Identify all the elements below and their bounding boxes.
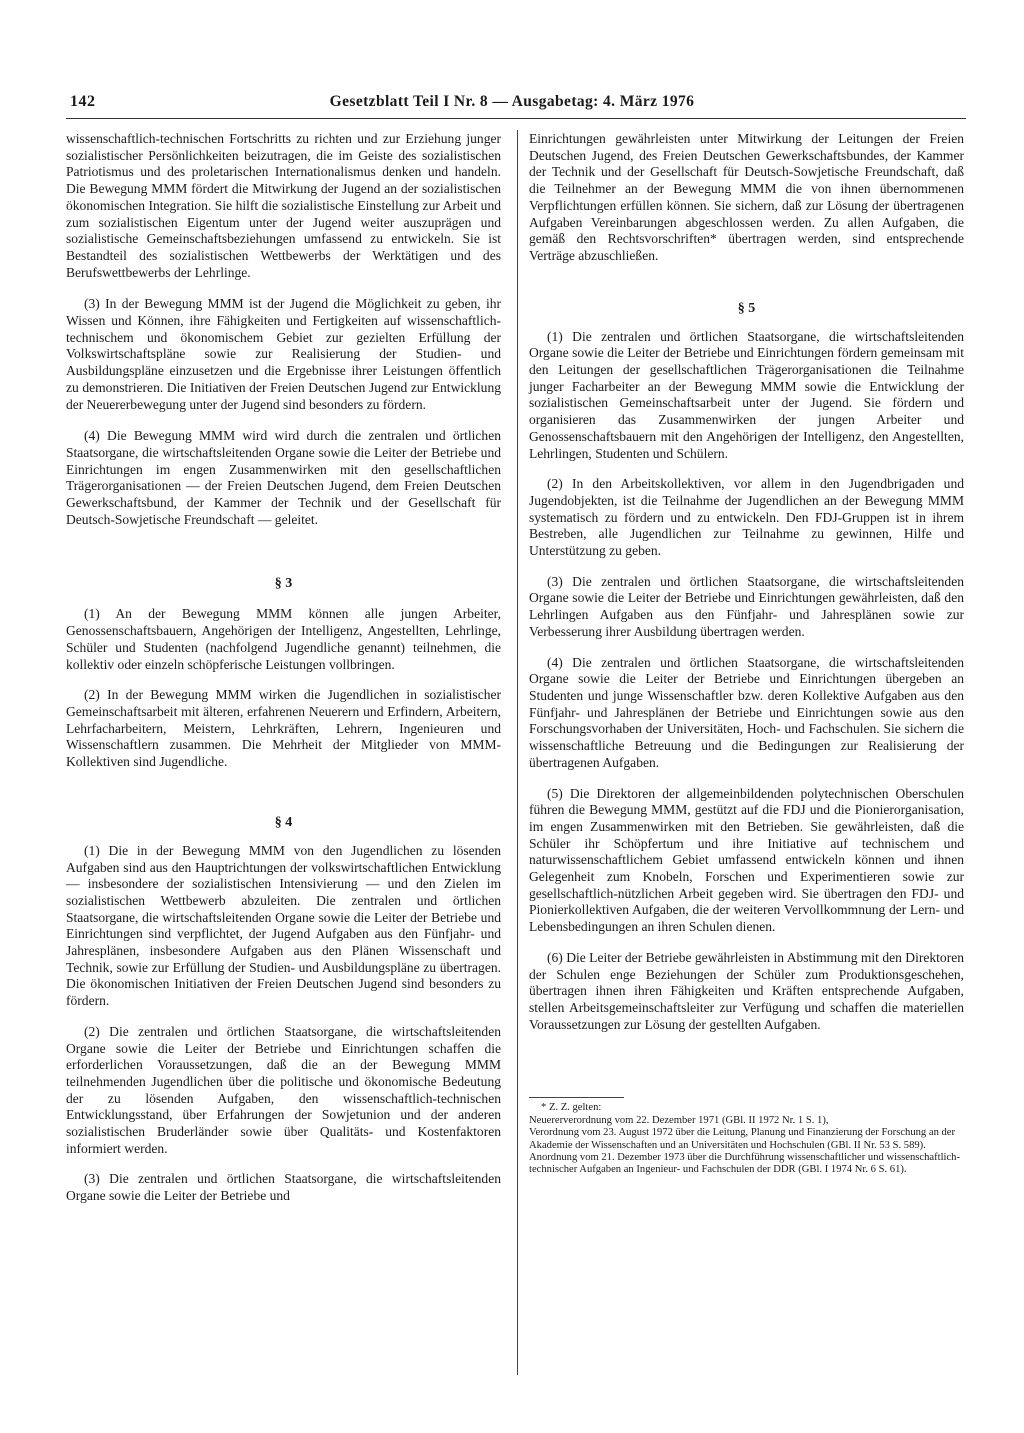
footnote-2: Verordnung vom 23. August 1972 über die Leitung, Planung und Finanzierung der Forschung an der Akademie der Wissenschaften und an Universitäten und Hochschulen (GBl. II Nr. 53 S. 589). (529, 1127, 956, 1151)
section-heading-4: § 4 (274, 814, 293, 830)
column-divider (517, 130, 518, 1375)
section-heading-5: § 5 (737, 300, 756, 316)
footnote-rule (529, 1097, 624, 1098)
paragraph-5-5: (5) Die Direktoren der allgemeinbildenden polytechnischen Oberschulen führen die Bewegung MMM, gestützt auf die FDJ und die Pionierorganisation, im engen Zusammenwirken mit den Betrieben. Sie gewährleisten, daß die Schüler ihr Schöpfertum und ihre Initiative auf technischem und naturwissenschaftlichem Gebiet umfassend entwickeln können und ihnen Gelegenheit zum Knobeln, Forschen und Experimentieren sowie zur gesellschaftlich-nützlichen Arbeit gegeben wird. Sie übertragen den FDJ- und Pionierkollektiven Aufgaben, die der weiteren Vervollkommnung der Lern- und Lebensbedingungen an ihren Schulen dienen. (529, 785, 964, 935)
paragraph-2-4: (4) Die Bewegung MMM wird wird durch die zentralen und örtlichen Staatsorgane, die wirtschaftsleitenden Organe sowie die Leiter der Betriebe und Einrichtungen im engen Zusammenwirken mit den gesellschaftlichen Trägerorganisationen — der Freien Deutschen Jugend, dem Freien Deutschen Gewerkschaftsbund, der Kammer der Technik und der Gesellschaft für Deutsch-Sowjetische Freundschaft — geleitet. (66, 428, 501, 527)
right-column (529, 131, 964, 1177)
paragraph-4-3-continued: Einrichtungen gewährleisten unter Mitwirkung der Leitungen der Freien Deutschen Jugend, des Freien Deutschen Gewerkschaftsbundes, der Kammer der Technik und der Gesellschaft für Deutsch-Sowjetische Freundschaft, daß die Teilnehmer an der Bewegung MMM die von ihnen übernommenen Verpflichtungen erfüllen können. Sie sichern, daß zur Lösung der übertragenen Aufgaben Vereinbarungen abgeschlossen werden. Zu allen Aufgaben, die gemäß den Rechtsvorschriften* übertragen werden, sind entsprechende Verträge abzuschließen. (529, 131, 964, 263)
paragraph-5-2: (2) In den Arbeitskollektiven, vor allem in den Jugendbrigaden und Jugendobjekten, ist die Teilnahme der Jugendlichen an der Bewegung MMM systematisch zu fördern und zu entwickeln. Den FDJ-Gruppen ist in ihrem Bestreben, alle Jugendlichen zur Teilnahme zu gewinnen, Hilfe und Unterstützung zu geben. (529, 476, 964, 559)
footnote-1: Neuererverordnung vom 22. Dezember 1971 (GBl. II 1972 Nr. 1 S. 1), (529, 1114, 829, 1126)
paragraph-3-2: (2) In der Bewegung MMM wirken die Jugendlichen in sozialistischer Gemeinschaftsarbeit mit älteren, erfahrenen Neuerern und Erfindern, Arbeitern, Lehrfacharbeitern, Meistern, Lehrkräften, Lehrern, Ingenieuren und Wissenschaftlern zusammen. Die Mehrheit der Mitglieder von MMM-Kollektiven sind Jugendliche. (66, 687, 501, 770)
paragraph-5-4: (4) Die zentralen und örtlichen Staatsorgane, die wirtschaftsleitenden Organe sowie die Leiter der Betriebe und Einrichtungen übergeben an Studenten und junge Wissenschaftler bzw. deren Kollektive Aufgaben aus den Fünfjahr- und Jahresplänen der Betriebe und Einrichtungen sowie aus den Forschungsvorhaben der Universitäten, Hoch- und Fachschulen. Sie sichern die wissenschaftliche Betreuung und die Bedingungen zur Realisierung der übertragenen Aufgaben. (529, 654, 964, 770)
page-number: 142 (70, 93, 96, 110)
left-column (66, 131, 501, 1205)
footnote-3: Anordnung vom 21. Dezember 1973 über die Durchführung wissenschaftlicher und wissenschaftlich-technischer Aufgaben an Ingenieur- und Fachschulen der DDR (GBl. I 1974 Nr. 6 S. 61). (529, 1151, 960, 1176)
paragraph-3-1: (1) An der Bewegung MMM können alle jungen Arbeiter, Genossenschaftsbauern, Angehörigen der Intelligenz, Angestellten, Lehrlinge, Schüler und Studenten (nachfolgend Jugendliche genannt) teilnehmen, die kollektiv oder einzeln schöpferische Leistungen vollbringen. (66, 606, 501, 672)
paragraph-5-3: (3) Die zentralen und örtlichen Staatsorgane, die wirtschaftsleitenden Organe sowie die Leiter der Betriebe und Einrichtungen gewährleisten, daß den Lehrlingen Aufgaben aus den Fünfjahr- und Jahresplänen sowie zur Verbesserung ihrer Ausbildung übertragen werden. (529, 573, 964, 639)
paragraph-4-1: (1) Die in der Bewegung MMM von den Jugendlichen zu lösenden Aufgaben sind aus den Hauptrichtungen der volkswirtschaftlichen Entwicklung — insbesondere der sozialistischen Intensivierung — und den Zielen im sozialistischen Wettbewerb abzuleiten. Die zentralen und örtlichen Staatsorgane, die wirtschaftsleitenden Organe sowie die Leiter der Betriebe und Einrichtungen sind verpflichtet, der Jugend Aufgaben aus den Fünfjahr- und Jahresplänen, insbesondere Aufgaben aus den Plänen Wissenschaft und Technik, sowie zur Erfüllung der Studien- und Ausbildungspläne zu übertragen. Die ökonomischen Initiativen der Freien Deutschen Jugend sind besonders zu fördern. (66, 842, 501, 1009)
paragraph-continued: wissenschaftlich-technischen Fortschritts zu richten und zur Erziehung junger sozialistischer Persönlichkeiten beizutragen, die im Geiste des sozialistischen Patriotismus und des proletarischen Internationalismus denken und handeln. Die Bewegung MMM fördert die Mitwirkung der Jugend an der sozialistischen ökonomischen Integration. Sie hilft die sozialistische Einstellung zur Arbeit und zum sozialistischen Eigentum unter der Jugend weiter auszuprägen und sozialistische Gemeinschaftsbeziehungen umfassend zu entwickeln. Sie ist Bestandteil des sozialistischen Wettbewerbs der Werktätigen und des Berufswettbewerbs der Lehrlinge. (66, 131, 501, 280)
footnotes (529, 1097, 964, 1176)
paragraph-4-2: (2) Die zentralen und örtlichen Staatsorgane, die wirtschaftsleitenden Organe sowie die Leiter der Betriebe und Einrichtungen schaffen die erforderlichen Voraussetzungen, daß die an der Bewegung MMM teilnehmenden Jugendlichen über die politische und ökonomische Bedeutung der zu lösenden Aufgaben, den wissenschaftlich-technischen Entwicklungsstand, über Erfahrungen der Sowjetunion und der anderen sozialistischen Bruderländer sowie über Qualitäts- und Kostenfaktoren informiert werden. (66, 1023, 501, 1156)
paragraph-4-3: (3) Die zentralen und örtlichen Staatsorgane, die wirtschaftsleitenden Organe sowie die Leiter der Betriebe und (66, 1171, 501, 1204)
footnote-title: * Z. Z. gelten: (541, 1102, 602, 1114)
paragraph-5-1: (1) Die zentralen und örtlichen Staatsorgane, die wirtschaftsleitenden Organe sowie die Leiter der Betriebe und Einrichtungen fördern gemeinsam mit den Leitungen der gesellschaftlichen Trägerorganisationen die Teilnahme junger Facharbeiter an der Bewegung MMM sowie die Entwicklung der sozialistischen Gemeinschaftsarbeit unter der Jugend. Sie fördern und organisieren das Zusammenwirken der jungen Arbeiter und Genossenschaftsbauern mit den Angehörigen der Intelligenz, den Angestellten, Lehrlingen, Studenten und Schülern. (529, 328, 964, 461)
header-rule (66, 118, 966, 119)
paragraph-5-6: (6) Die Leiter der Betriebe gewährleisten in Abstimmung mit den Direktoren der Schulen enge Beziehungen der Schüler zum Produktionsgeschehen, übertragen ihnen ihren Fähigkeiten und Kräften entsprechende Aufgaben, stellen Arbeitsgemeinschaftsleiter zur Verfügung und schaffen die materiellen Voraussetzungen zur Lösung der gestellten Aufgaben. (529, 949, 964, 1032)
paragraph-2-3: (3) In der Bewegung MMM ist der Jugend die Möglichkeit zu geben, ihr Wissen und Können, ihre Fähigkeiten und Fertigkeiten auf wissenschaftlich-technischem und ökonomischem Gebiet zur gezielten Erfüllung der Volkswirtschaftspläne sowie zur Realisierung der Studien- und Ausbildungspläne einzusetzen und die Ergebnisse ihrer Leistungen öffentlich zu demonstrieren. Die Initiativen der Freien Deutschen Jugend zur Entwicklung der Neuererbewegung unter der Jugend sind besonders zu fördern. (66, 296, 501, 412)
page-header-title: Gesetzblatt Teil I Nr. 8 — Ausgabetag: 4. März 1976 (329, 93, 695, 110)
section-heading-3: § 3 (274, 576, 293, 592)
